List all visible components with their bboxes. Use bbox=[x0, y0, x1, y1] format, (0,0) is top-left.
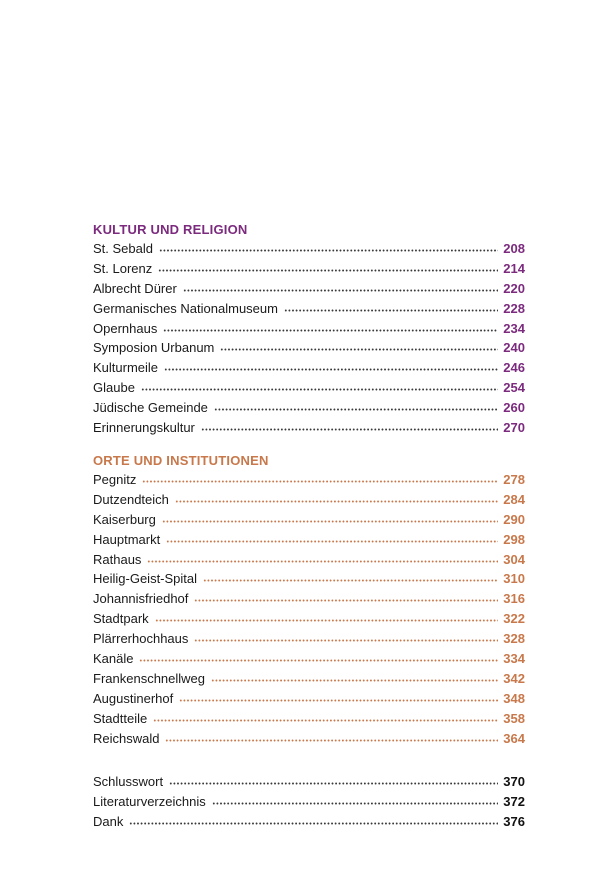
section-heading: ORTE UND INSTITUTIONEN bbox=[93, 453, 269, 468]
leader-dots bbox=[214, 408, 498, 411]
toc-entry[interactable] bbox=[93, 569, 525, 589]
entry-page-number: 348 bbox=[503, 690, 525, 706]
leader-dots bbox=[164, 368, 498, 371]
entry-title: Stadtpark bbox=[93, 611, 149, 627]
leader-dots bbox=[183, 289, 498, 292]
leader-dots bbox=[153, 719, 498, 722]
entry-title: Germanisches Nationalmuseum bbox=[93, 300, 278, 316]
entry-title: Glaube bbox=[93, 380, 135, 396]
entry-title: Dank bbox=[93, 813, 124, 829]
toc-entry[interactable] bbox=[93, 338, 525, 358]
entry-title: Symposion Urbanum bbox=[93, 340, 215, 356]
toc-entry[interactable] bbox=[93, 378, 525, 398]
leader-dots bbox=[155, 619, 498, 622]
leader-dots bbox=[129, 822, 498, 825]
leader-dots bbox=[194, 639, 498, 642]
leader-dots bbox=[163, 329, 498, 332]
entry-title: Schlusswort bbox=[93, 774, 164, 789]
section-end-matter bbox=[93, 772, 525, 832]
toc-entries bbox=[93, 239, 525, 438]
toc-entry[interactable] bbox=[93, 418, 525, 438]
entry-page-number: 334 bbox=[503, 651, 525, 667]
toc-entry[interactable] bbox=[93, 669, 525, 689]
entry-page-number: 370 bbox=[503, 774, 525, 789]
toc-entries bbox=[93, 470, 525, 748]
toc-entry[interactable] bbox=[93, 729, 525, 749]
entry-title: Plärrerhochhaus bbox=[93, 631, 189, 647]
entry-page-number: 342 bbox=[503, 670, 525, 686]
entry-title: Dutzendteich bbox=[93, 491, 169, 507]
entry-page-number: 322 bbox=[503, 611, 525, 627]
toc-entry[interactable] bbox=[93, 279, 525, 299]
entry-title: Heilig-Geist-Spital bbox=[93, 571, 198, 587]
entry-title: Kulturmeile bbox=[93, 360, 159, 376]
entry-page-number: 328 bbox=[503, 631, 525, 647]
section-orte-und-institutionen bbox=[93, 451, 525, 748]
toc-entry[interactable] bbox=[93, 772, 525, 792]
entry-title: Kaiserburg bbox=[93, 511, 156, 527]
entry-page-number: 228 bbox=[503, 300, 525, 316]
entry-title: Jüdische Gemeinde bbox=[93, 400, 208, 416]
entry-title: Reichswald bbox=[93, 730, 160, 746]
entry-page-number: 208 bbox=[503, 241, 525, 256]
entry-title: Johannisfriedhof bbox=[93, 591, 189, 607]
entry-page-number: 372 bbox=[503, 793, 525, 809]
entry-title: Hauptmarkt bbox=[93, 531, 161, 547]
entry-title: Augustinerhof bbox=[93, 690, 174, 706]
toc-entry[interactable] bbox=[93, 709, 525, 729]
entry-title: Erinnerungskultur bbox=[93, 420, 195, 436]
entry-page-number: 234 bbox=[503, 320, 525, 336]
leader-dots bbox=[159, 249, 498, 252]
toc-entry[interactable] bbox=[93, 299, 525, 319]
entry-page-number: 246 bbox=[503, 360, 525, 376]
entry-page-number: 214 bbox=[503, 260, 525, 276]
entry-page-number: 304 bbox=[503, 551, 525, 567]
entry-title: Rathaus bbox=[93, 551, 142, 567]
toc-entry[interactable] bbox=[93, 510, 525, 530]
toc-entry[interactable] bbox=[93, 530, 525, 550]
entry-title: Literaturverzeichnis bbox=[93, 793, 206, 809]
entry-title: Frankenschnellweg bbox=[93, 670, 206, 686]
entry-page-number: 298 bbox=[503, 531, 525, 547]
toc-entry[interactable] bbox=[93, 470, 525, 490]
entry-page-number: 240 bbox=[503, 340, 525, 356]
toc-entry[interactable] bbox=[93, 629, 525, 649]
toc-entry[interactable] bbox=[93, 689, 525, 709]
leader-dots bbox=[194, 599, 498, 602]
leader-dots bbox=[284, 309, 498, 312]
entry-title: Stadtteile bbox=[93, 710, 148, 726]
leader-dots bbox=[147, 560, 498, 563]
entry-page-number: 316 bbox=[503, 591, 525, 607]
toc-entry[interactable] bbox=[93, 319, 525, 339]
toc-entry[interactable] bbox=[93, 239, 525, 259]
toc-entry[interactable] bbox=[93, 259, 525, 279]
toc-entry[interactable] bbox=[93, 792, 525, 812]
entry-title: St. Sebald bbox=[93, 241, 153, 256]
toc-entry[interactable] bbox=[93, 550, 525, 570]
entry-page-number: 284 bbox=[503, 491, 525, 507]
leader-dots bbox=[201, 428, 498, 431]
entry-page-number: 376 bbox=[503, 813, 525, 829]
entry-title: St. Lorenz bbox=[93, 260, 153, 276]
entry-page-number: 290 bbox=[503, 511, 525, 527]
entry-title: Albrecht Dürer bbox=[93, 280, 177, 296]
leader-dots bbox=[179, 699, 498, 702]
leader-dots bbox=[211, 679, 498, 682]
entry-page-number: 270 bbox=[503, 420, 525, 436]
leader-dots bbox=[165, 739, 498, 742]
leader-dots bbox=[169, 782, 498, 785]
entry-page-number: 254 bbox=[503, 380, 525, 396]
leader-dots bbox=[162, 520, 498, 523]
entry-title: Kanäle bbox=[93, 651, 134, 667]
leader-dots bbox=[166, 540, 498, 543]
leader-dots bbox=[220, 348, 498, 351]
toc-entry[interactable] bbox=[93, 589, 525, 609]
entry-page-number: 278 bbox=[503, 472, 525, 487]
entry-title: Pegnitz bbox=[93, 472, 137, 487]
leader-dots bbox=[142, 480, 498, 483]
entry-page-number: 358 bbox=[503, 710, 525, 726]
entry-page-number: 364 bbox=[503, 730, 525, 746]
section-kultur-und-religion bbox=[93, 220, 525, 438]
toc-entry[interactable] bbox=[93, 358, 525, 378]
toc-entry[interactable] bbox=[93, 490, 525, 510]
leader-dots bbox=[139, 659, 498, 662]
entry-page-number: 220 bbox=[503, 280, 525, 296]
entry-page-number: 310 bbox=[503, 571, 525, 587]
toc-entry[interactable] bbox=[93, 398, 525, 418]
leader-dots bbox=[203, 579, 498, 582]
toc-entry[interactable] bbox=[93, 609, 525, 629]
leader-dots bbox=[141, 388, 498, 391]
leader-dots bbox=[212, 802, 498, 805]
entry-page-number: 260 bbox=[503, 400, 525, 416]
toc-entries bbox=[93, 772, 525, 832]
toc-entry[interactable] bbox=[93, 649, 525, 669]
toc-entry[interactable] bbox=[93, 812, 525, 832]
leader-dots bbox=[175, 500, 498, 503]
entry-title: Opernhaus bbox=[93, 320, 158, 336]
leader-dots bbox=[158, 269, 498, 272]
section-heading: KULTUR UND RELIGION bbox=[93, 222, 248, 237]
